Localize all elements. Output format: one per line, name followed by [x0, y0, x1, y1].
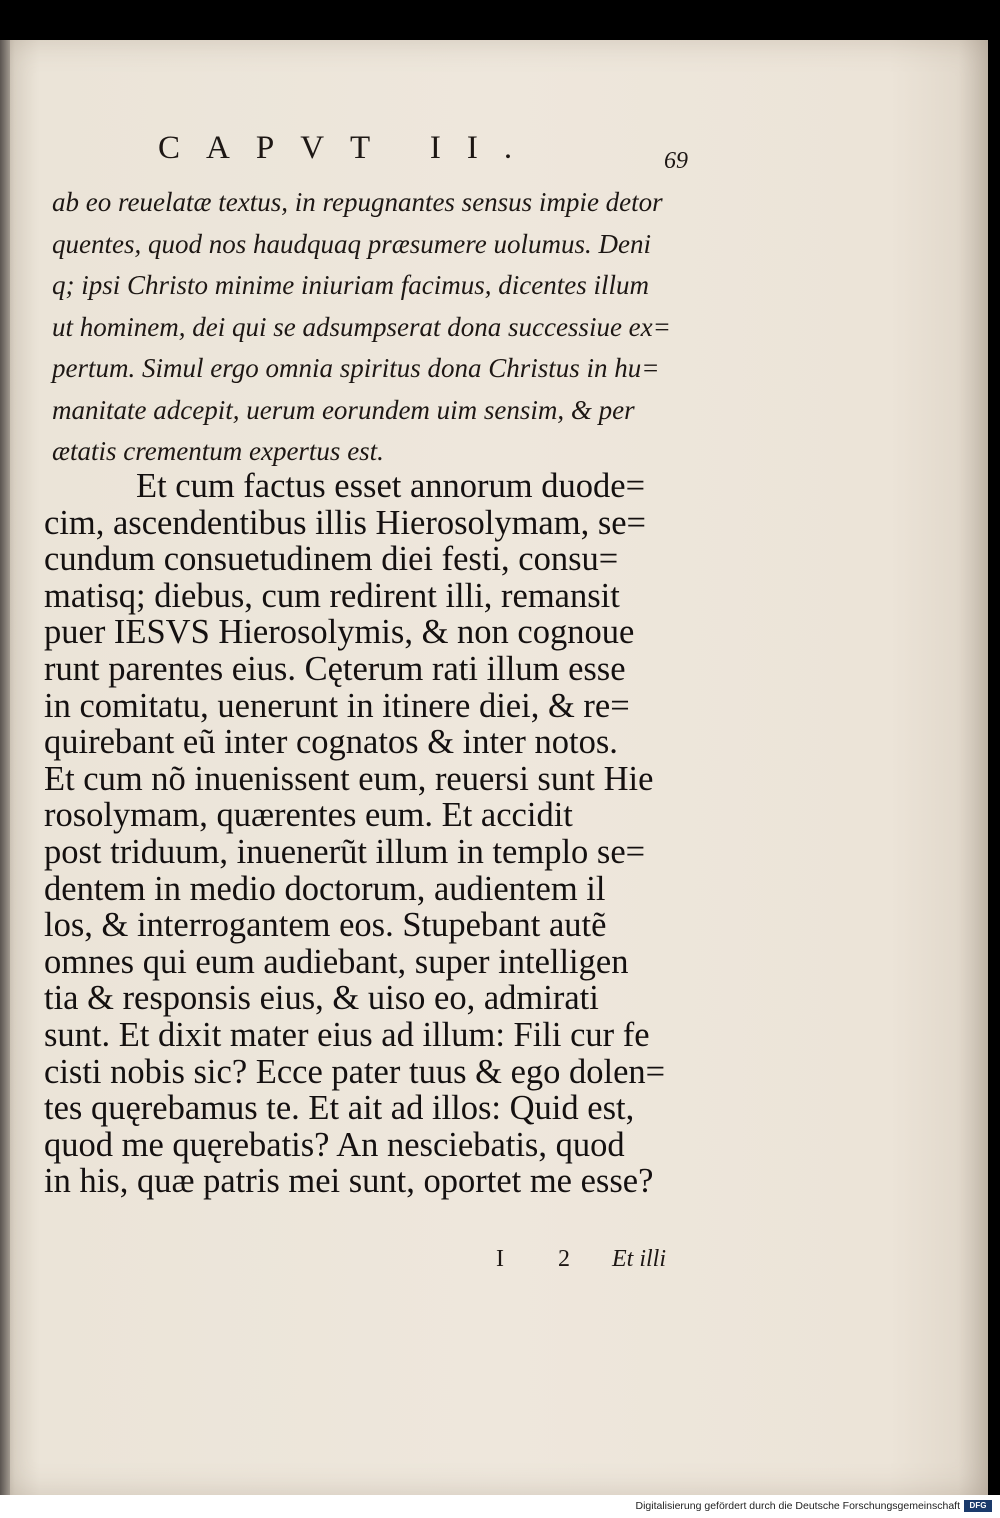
scripture-line: tia & responsis eius, & uiso eo, admirati: [44, 979, 599, 1018]
scripture-line: rosolymam, quærentes eum. Et accidit: [44, 796, 573, 835]
commentary-line: ab eo reuelatæ textus, in repugnantes sensus impie detor: [52, 187, 663, 217]
scripture-line: omnes qui eum audiebant, super intelligen: [44, 942, 629, 981]
footer-bar: [0, 1495, 1000, 1518]
commentary-line: pertum. Simul ergo omnia spiritus dona Christus in hu=: [52, 353, 660, 383]
scripture-line: post triduum, inuenerũt illum in templo se=: [44, 832, 646, 871]
scripture-line: quirebant eũ inter cognatos & inter notos.: [44, 723, 618, 762]
scripture-line: in his, quæ patris mei sunt, oportet me esse?: [44, 1162, 654, 1201]
scripture-line: runt parentes eius. Cęterum rati illum esse: [44, 649, 626, 688]
page-gutter-shadow: [0, 40, 10, 1495]
commentary-line: ætatis crementum expertus est.: [52, 436, 384, 466]
commentary-line: quentes, quod nos haudquaq præsumere uolumus. Deni: [52, 228, 651, 259]
signature-mark: I 2: [496, 1246, 594, 1272]
scripture-line: quod me quęrebatis? An nesciebatis, quod: [44, 1125, 625, 1164]
scripture-block: [44, 468, 670, 1200]
commentary-line: q; ipsi Christo minime iniuriam facimus, dicentes illum: [52, 270, 649, 300]
signature-line: [496, 1246, 666, 1273]
folio-number: 69: [664, 148, 688, 174]
scripture-line: dentem in medio doctorum, audientem il: [44, 869, 606, 908]
dfg-logo: DFG: [964, 1500, 992, 1512]
scripture-line: cim, ascendentibus illis Hierosolymam, se=: [44, 503, 647, 542]
commentary-line: ut hominem, dei qui se adsumpserat dona successiue ex=: [52, 311, 671, 342]
funding-credit: Digitalisierung gefördert durch die Deutsche Forschungsgemeinschaft: [635, 1500, 960, 1512]
scripture-line: los, & interrogantem eos. Stupebant autẽ: [44, 906, 607, 945]
commentary-block: [52, 182, 680, 473]
scripture-line: cundum consuetudinem diei festi, consu=: [44, 540, 619, 579]
scripture-line: tes quęrebamus te. Et ait ad illos: Quid est,: [44, 1089, 635, 1128]
commentary-line: manitate adcepit, uerum eorundem uim sensim, & per: [52, 394, 635, 425]
scripture-line: Et cum factus esset annorum duode=: [136, 467, 646, 505]
chapter-title: CAPVT II.: [158, 130, 539, 166]
catchword: Et illi: [612, 1246, 666, 1272]
scripture-line: sunt. Et dixit mater eius ad illum: Fili cur fe: [44, 1015, 650, 1054]
scripture-line: puer IESVS Hierosolymis, & non cognoue: [44, 613, 635, 652]
scripture-line: Et cum nõ inuenissent eum, reuersi sunt Hie: [44, 759, 654, 798]
scripture-line: matisq; diebus, cum redirent illi, remansit: [44, 576, 620, 615]
scripture-line: in comitatu, uenerunt in itinere diei, & re=: [44, 686, 630, 725]
scripture-line: cisti nobis sic? Ecce pater tuus & ego dolen=: [44, 1052, 666, 1091]
running-header: [158, 130, 688, 174]
